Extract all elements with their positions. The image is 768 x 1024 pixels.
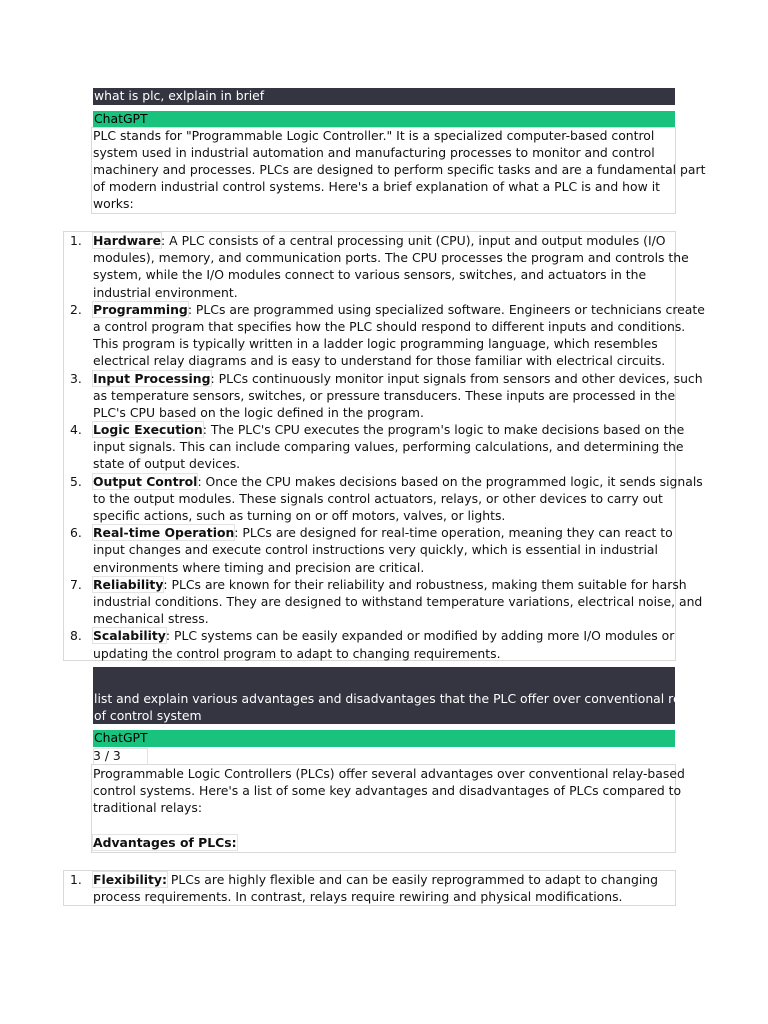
paragraph-line: works: — [93, 195, 134, 211]
paragraph-line: of modern industrial control systems. Here's a brief explanation of what a PLC is and how it — [93, 178, 660, 194]
paragraph-line: Programmable Logic Controllers (PLCs) offer several advantages over conventional relay-based — [93, 766, 685, 781]
list-item-term: Reliability — [93, 576, 164, 592]
user-prompt-2-line: of control system — [94, 707, 202, 723]
list-item-number: 5. — [70, 473, 82, 489]
list-item-text: : A PLC consists of a central processing unit (CPU), input and output modules (I/O — [161, 233, 666, 248]
paragraph-line: control systems. Here's a list of some key advantages and disadvantages of PLCs compared to — [93, 782, 682, 798]
list-item-line: state of output devices. — [93, 456, 241, 472]
list-item-term: Flexibility: — [93, 872, 167, 887]
list-item-line: system, while the I/O modules connect to various sensors, switches, and actuators in the — [93, 267, 647, 283]
list-item-line — [93, 524, 675, 541]
list-item-number: 1. — [70, 872, 82, 887]
assistant-label-2-text: ChatGPT — [94, 730, 148, 745]
list-item-term: Input Processing — [93, 370, 211, 386]
list-item-text: : Once the CPU makes decisions based on the programmed logic, it sends signals — [197, 473, 703, 489]
list-item-term: Programming — [93, 301, 188, 317]
advantages-heading — [93, 835, 237, 851]
list-item — [63, 524, 675, 576]
list-item-term: Output Control — [93, 473, 198, 489]
list-item-line: input signals. This can include comparing values, performing calculations, and determining the — [93, 439, 684, 455]
response-pager[interactable]: 3 / 3 — [93, 748, 121, 763]
user-prompt-2-line: list and explain various advantages and disadvantages that the PLC offer over conventional relays — [94, 691, 706, 706]
list-item — [63, 421, 685, 473]
list-item-text: : PLCs are programmed using specialized software. Engineers or technicians create — [187, 301, 705, 317]
list-item-text: : PLCs are designed for real-time operation, meaning they can react to — [234, 525, 673, 541]
answer-1-paragraph — [93, 128, 706, 212]
paragraph-line: system used in industrial automation and manufacturing processes to monitor and control — [93, 144, 655, 160]
list-item — [63, 473, 703, 525]
list-item-text: : PLCs are known for their reliability and robustness, making them suitable for harsh — [163, 576, 687, 592]
assistant-label-2 — [93, 730, 675, 747]
list-item — [63, 627, 675, 661]
ordered-list-advantages — [63, 871, 675, 905]
list-item-line — [93, 370, 703, 387]
list-item-line: industrial conditions. They are designed to withstand temperature variations, electrical noise, and — [93, 593, 703, 609]
paragraph-line: traditional relays: — [93, 799, 203, 815]
list-item-number: 8. — [70, 628, 82, 644]
paragraph-line: machinery and processes. PLCs are designed to perform specific tasks and are a fundamental part — [93, 161, 706, 177]
list-item-number: 3. — [70, 370, 82, 386]
list-item-term: Logic Execution — [93, 422, 203, 438]
list-item-line: This program is typically written in a ladder logic programming language, which resembles — [93, 336, 658, 352]
list-item-number: 6. — [70, 525, 82, 541]
list-item-line — [93, 576, 687, 593]
list-item — [63, 301, 705, 370]
list-item-number: 4. — [70, 422, 82, 438]
advantages-heading-text: Advantages of PLCs: — [93, 835, 237, 850]
list-item-term: Real-time Operation — [93, 525, 235, 541]
list-item-number: 2. — [70, 301, 82, 317]
list-item-line: as temperature sensors, switches, or pressure transducers. These inputs are processed in the — [93, 387, 676, 403]
list-item-number: 7. — [70, 576, 82, 592]
list-item-line: input changes and execute control instructions very quickly, which is essential in industrial — [93, 542, 658, 558]
list-item-line: PLC's CPU based on the logic defined in the program. — [93, 404, 424, 420]
list-item-line: mechanical stress. — [93, 611, 209, 627]
list-item-line: updating the control program to adapt to changing requirements. — [93, 645, 501, 661]
ordered-list-plc-explanation — [63, 232, 705, 662]
user-prompt-1 — [93, 88, 675, 105]
list-item-line: electrical relay diagrams and is easy to understand for those familiar with electrical circuits. — [93, 353, 666, 369]
assistant-label-1-text: ChatGPT — [94, 111, 148, 126]
user-prompt-2 — [93, 667, 706, 724]
list-item-text: : PLC systems can be easily expanded or modified by adding more I/O modules or — [165, 628, 675, 644]
list-item-line — [93, 301, 705, 318]
list-item-line — [93, 421, 685, 438]
list-item-line — [93, 232, 675, 249]
answer-2-paragraph — [93, 766, 685, 817]
list-item-line: industrial environment. — [93, 284, 238, 300]
list-item-term: Scalability — [93, 628, 166, 644]
list-item-line: to the output modules. These signals control actuators, relays, or other devices to carry out — [93, 490, 663, 506]
assistant-label-1 — [93, 111, 675, 127]
paragraph-line: PLC stands for "Programmable Logic Controller." It is a specialized computer-based control — [93, 128, 655, 143]
list-item-line: specific actions, such as turning on or off motors, valves, or lights. — [93, 508, 506, 523]
list-item — [63, 871, 675, 905]
list-item — [63, 370, 703, 422]
list-item — [63, 232, 689, 301]
list-item-line: modules), memory, and communication ports. The CPU processes the program and controls the — [93, 250, 689, 266]
list-item-line — [93, 871, 675, 888]
list-item-number: 1. — [70, 233, 82, 248]
list-item-line: process requirements. In contrast, relays require rewiring and physical modifications. — [93, 889, 623, 905]
list-item-line — [93, 627, 675, 644]
list-item-text: PLCs are highly flexible and can be easily reprogrammed to adapt to changing — [166, 872, 658, 887]
list-item-text: : PLCs continuously monitor input signals from sensors and other devices, such — [210, 370, 703, 386]
user-prompt-1-text: what is plc, exlplain in brief — [94, 88, 265, 103]
list-item — [63, 576, 703, 628]
list-item-text: : The PLC's CPU executes the program's logic to make decisions based on the — [202, 422, 685, 438]
list-item-line — [93, 473, 703, 490]
list-item-line: environments where timing and precision are critical. — [93, 559, 425, 575]
list-item-term: Hardware — [93, 233, 162, 248]
list-item-line: a control program that specifies how the PLC should respond to different inputs and conditions. — [93, 318, 686, 334]
